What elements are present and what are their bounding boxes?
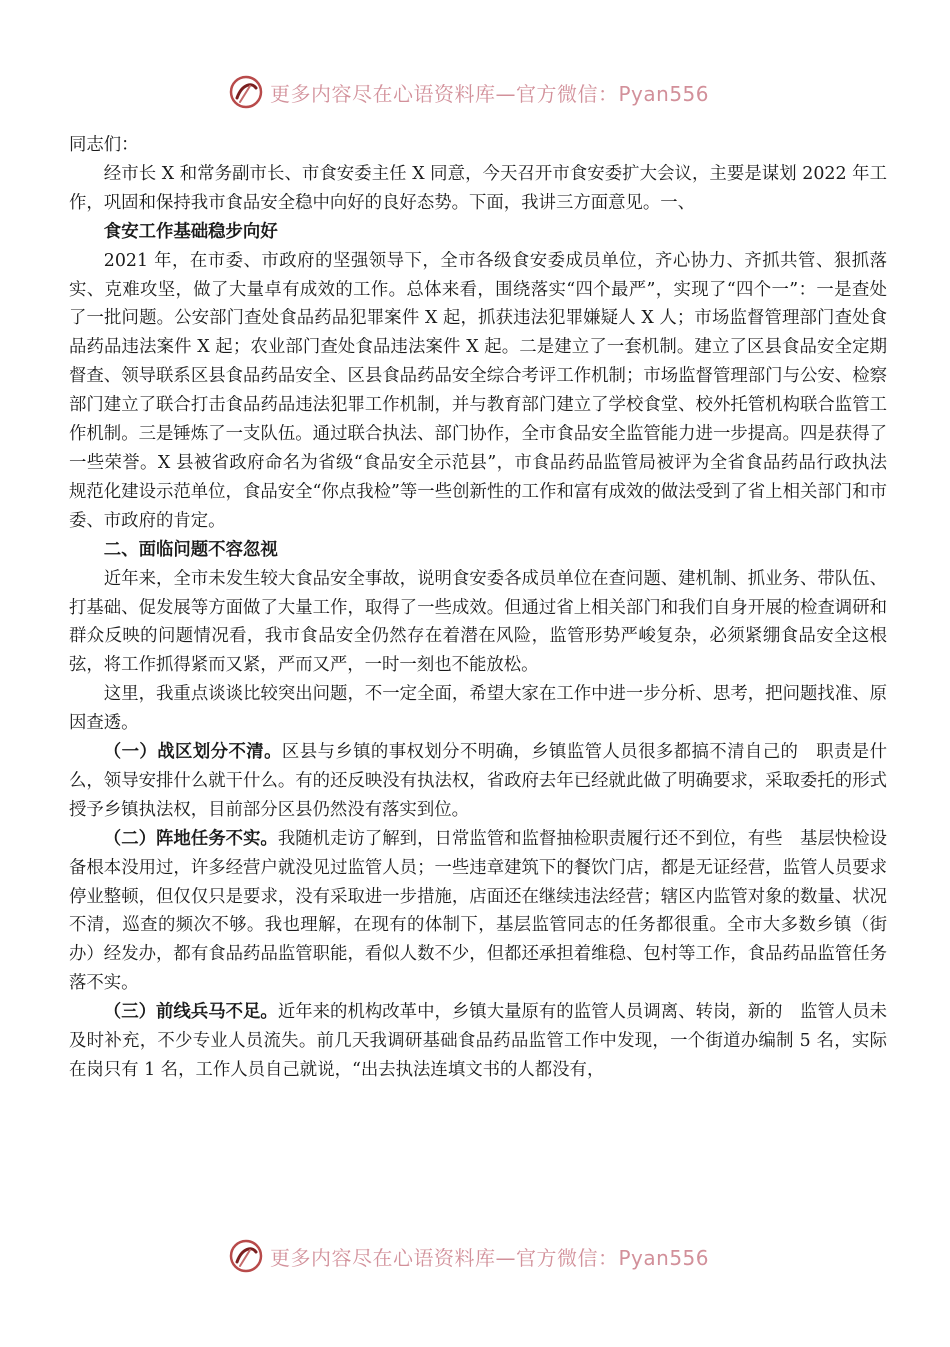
watermark-logo-icon	[228, 1238, 264, 1274]
section-1-paragraph: 2021 年，在市委、市政府的坚强领导下，全市各级食安委成员单位，齐心协力、齐抓共管、狠抓落实、克难攻坚，做了大量卓有成效的工作。总体来看，围绕落实“四个最严”，实现了“四个一”：一是查处了一批问题。公安部门查处食品药品犯罪案件 X 起，抓获违法犯罪嫌疑人 X 人；市场监督管理部门查处食品药品违法案件 X 起；农业部门查处食品违法案件 X 起。二是建立了一套机制。建立了区县食品安全定期督查、领导联系区县食品药品安全、区县食品药品安全综合考评工作机制；市场监督管理部门与公安、检察部门建立了联合打击食品药品违法犯罪工作机制，并与教育部门建立了学校食堂、校外托管机构联合监管工作机制。三是锤炼了一支队伍。通过联合执法、部门协作，全市食品安全监管能力进一步提高。四是获得了一些荣誉。X 县被省政府命名为省级“食品安全示范县”，市食品药品监管局被评为全省食品药品行政执法规范化建设示范单位，食品安全“你点我检”等一些创新性的工作和富有成效的做法受到了省上相关部门和市委、市政府的肯定。	[69, 250, 887, 531]
problem-item-1	[69, 738, 887, 825]
problem-item-1-lead: （一）战区划分不清。	[103, 742, 282, 763]
problem-item-1-text: 区县与乡镇的事权划分不明确，乡镇监管人员很多都搞不清自己的 职责是什么，领导安排什么就干什么。有的还反映没有执法权，省政府去年已经就此做了明确要求，采取委托的形式授予乡镇执法权，目前部分区县仍然没有落实到位。	[69, 742, 887, 820]
watermark-text: 更多内容尽在心语资料库—官方微信：Pyan556	[270, 81, 710, 106]
header-watermark-banner	[228, 72, 748, 112]
problem-item-2-text: 我随机走访了解到，日常监管和监督抽检职责履行还不到位，有些 基层快检设备根本没用过，许多经营户就没见过监管人员；一些违章建筑下的餐饮门店，都是无证经营，监管人员要求停业整顿，但仅仅只是要求，没有采取进一步措施，店面还在继续违法经营；辖区内监管对象的数量、状况不清，巡查的频次不够。我也理解，在现有的体制下，基层监管同志的任务都很重。全市大多数乡镇（街办）经发办，都有食品药品监管职能，看似人数不少，但都还承担着维稳、包村等工作，食品药品监管任务落不实。	[69, 828, 887, 994]
problem-item-3	[69, 998, 887, 1085]
problem-item-3-text: 近年来的机构改革中，乡镇大量原有的监管人员调离、转岗，新的 监管人员未及时补充，不少专业人员流失。前几天我调研基础食品药品监管工作中发现，一个街道办编制 5 名，实际在岗只有 1 名，工作人员自己就说，“出去执法连填文书的人都没有，	[69, 1002, 887, 1080]
document-body	[69, 131, 887, 1085]
footer-watermark-banner	[228, 1236, 748, 1276]
section-2-heading: 二、面临问题不容忽视	[103, 539, 278, 560]
watermark-logo-icon	[228, 74, 264, 110]
watermark-text: 更多内容尽在心语资料库—官方微信：Pyan556	[270, 1245, 710, 1270]
salutation: 同志们：	[69, 135, 139, 155]
intro-paragraph: 经市长 X 和常务副市长、市食安委主任 X 同意，今天召开市食安委扩大会议，主要是谋划 2022 年工作，巩固和保持我市食品安全稳中向好的良好态势。下面，我讲三方面意见。一、	[69, 163, 887, 213]
problem-item-2-lead: （二）阵地任务不实。	[103, 828, 278, 849]
problem-item-3-lead: （三）前线兵马不足。	[103, 1002, 278, 1023]
section-1-heading: 食安工作基础稳步向好	[103, 221, 278, 242]
problem-item-2	[69, 825, 887, 998]
section-2-paragraph-2: 这里，我重点谈谈比较突出问题，不一定全面，希望大家在工作中进一步分析、思考，把问题找准、原因查透。	[69, 684, 887, 734]
section-2-paragraph-1: 近年来，全市未发生较大食品安全事故，说明食安委各成员单位在查问题、建机制、抓业务、带队伍、打基础、促发展等方面做了大量工作，取得了一些成效。但通过省上相关部门和我们自身开展的检查调研和群众反映的问题情况看，我市食品安全仍然存在着潜在风险，监管形势严峻复杂，必须紧绷食品安全这根弦，将工作抓得紧而又紧，严而又严，一时一刻也不能放松。	[69, 568, 887, 676]
